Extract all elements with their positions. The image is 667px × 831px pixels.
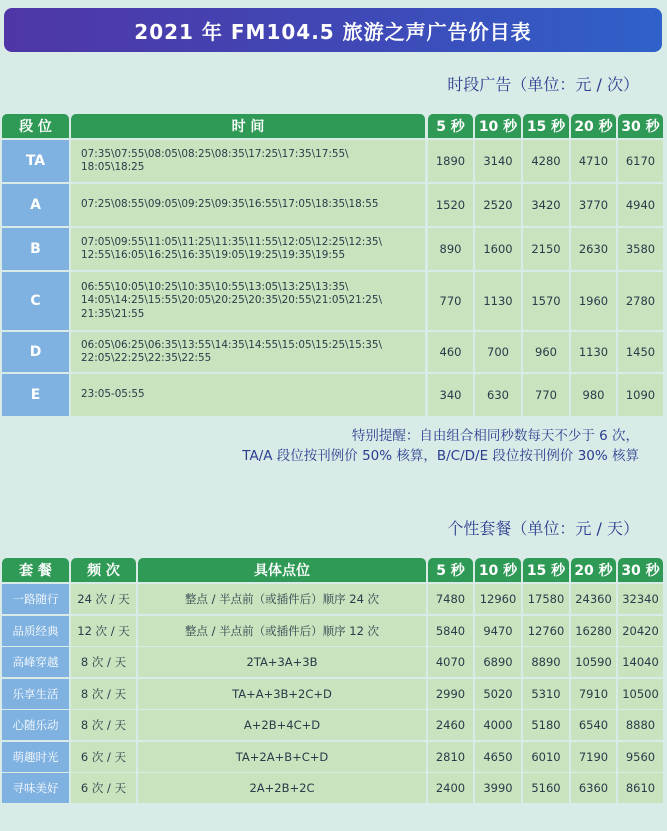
package-spots: 整点 / 半点前（或插件后）顺序 12 次	[138, 616, 426, 646]
package-frequency: 12 次 / 天	[71, 616, 136, 646]
table2-header: 10 秒	[475, 558, 521, 582]
price-cell: 980	[571, 374, 616, 416]
table2-header: 30 秒	[618, 558, 663, 582]
package-price-cell: 2460	[428, 710, 473, 740]
price-cell: 630	[475, 374, 521, 416]
price-cell: 4280	[523, 140, 569, 182]
time-slots: 07:35\07:55\08:05\08:25\08:35\17:25\17:35\17:55\ 18:05\18:25	[71, 140, 425, 182]
package-price-cell: 14040	[618, 647, 663, 677]
price-cell: 1450	[618, 332, 663, 372]
package-price-cell: 4070	[428, 647, 473, 677]
time-slots: 07:05\09:55\11:05\11:25\11:35\11:55\12:05\12:25\12:35\ 12:55\16:05\16:25\16:35\19:05\19:25\19:35\19:55	[71, 228, 425, 270]
package-name: 心随乐动	[2, 710, 69, 740]
price-cell: 1600	[475, 228, 521, 270]
segment-label: D	[2, 332, 69, 372]
price-cell: 770	[523, 374, 569, 416]
package-name: 高峰穿越	[2, 647, 69, 677]
package-name: 寻味美好	[2, 773, 69, 803]
package-price-cell: 2810	[428, 742, 473, 772]
price-cell: 1890	[428, 140, 473, 182]
price-cell: 1520	[428, 184, 473, 226]
table1-header: 15 秒	[523, 114, 569, 138]
package-frequency: 8 次 / 天	[71, 679, 136, 709]
price-cell: 770	[428, 272, 473, 330]
table2-header: 频 次	[71, 558, 136, 582]
price-cell: 4710	[571, 140, 616, 182]
segment-label: A	[2, 184, 69, 226]
package-price-cell: 9560	[618, 742, 663, 772]
package-price-cell: 5840	[428, 616, 473, 646]
package-spots: TA+2A+B+C+D	[138, 742, 426, 772]
price-cell: 1130	[475, 272, 521, 330]
table1-header: 时 间	[71, 114, 425, 138]
package-price-cell: 6540	[571, 710, 616, 740]
price-cell: 960	[523, 332, 569, 372]
package-price-cell: 5310	[523, 679, 569, 709]
time-slots: 07:25\08:55\09:05\09:25\09:35\16:55\17:05\18:35\18:55	[71, 184, 425, 226]
price-cell: 700	[475, 332, 521, 372]
package-price-cell: 6890	[475, 647, 521, 677]
package-frequency: 6 次 / 天	[71, 742, 136, 772]
price-cell: 1090	[618, 374, 663, 416]
package-price-cell: 7910	[571, 679, 616, 709]
package-price-cell: 5020	[475, 679, 521, 709]
segment-label: TA	[2, 140, 69, 182]
price-cell: 3420	[523, 184, 569, 226]
package-price-cell: 5180	[523, 710, 569, 740]
note-line-2: TA/A 段位按刊例价 50% 核算，B/C/D/E 段位按刊例价 30% 核算	[242, 448, 639, 464]
package-price-cell: 2990	[428, 679, 473, 709]
table1-header: 5 秒	[428, 114, 473, 138]
package-price-cell: 16280	[571, 616, 616, 646]
price-cell: 3580	[618, 228, 663, 270]
table2-header: 具体点位	[138, 558, 426, 582]
table2-header: 20 秒	[571, 558, 616, 582]
package-spots: 整点 / 半点前（或插件后）顺序 24 次	[138, 584, 426, 614]
package-frequency: 8 次 / 天	[71, 647, 136, 677]
package-name: 乐享生活	[2, 679, 69, 709]
price-cell: 1960	[571, 272, 616, 330]
package-price-cell: 10590	[571, 647, 616, 677]
note-line-1: 特别提醒：自由组合相同秒数每天不少于 6 次，	[351, 428, 639, 444]
package-name: 品质经典	[2, 616, 69, 646]
price-cell: 460	[428, 332, 473, 372]
price-cell: 3770	[571, 184, 616, 226]
package-frequency: 6 次 / 天	[71, 773, 136, 803]
package-price-cell: 3990	[475, 773, 521, 803]
segment-label: C	[2, 272, 69, 330]
price-cell: 3140	[475, 140, 521, 182]
page-title: 2021 年 FM104.5 旅游之声广告价目表	[4, 8, 662, 52]
segment-label: E	[2, 374, 69, 416]
package-frequency: 8 次 / 天	[71, 710, 136, 740]
price-cell: 2630	[571, 228, 616, 270]
package-frequency: 24 次 / 天	[71, 584, 136, 614]
package-name: 萌趣时光	[2, 742, 69, 772]
package-price-cell: 24360	[571, 584, 616, 614]
package-price-cell: 6010	[523, 742, 569, 772]
table2-header: 5 秒	[428, 558, 473, 582]
package-price-cell: 4650	[475, 742, 521, 772]
package-price-cell: 32340	[618, 584, 663, 614]
package-name: 一路随行	[2, 584, 69, 614]
price-cell: 6170	[618, 140, 663, 182]
time-slots: 06:55\10:05\10:25\10:35\10:55\13:05\13:25\13:35\ 14:05\14:25\15:55\20:05\20:25\20:35\20:55\21:05\21:25\ 21:35\21:55	[71, 272, 425, 330]
table1-header: 段 位	[2, 114, 69, 138]
table2-header: 套 餐	[2, 558, 69, 582]
package-price-cell: 10500	[618, 679, 663, 709]
package-price-cell: 4000	[475, 710, 521, 740]
package-price-cell: 8890	[523, 647, 569, 677]
price-cell: 2520	[475, 184, 521, 226]
package-price-cell: 20420	[618, 616, 663, 646]
package-price-cell: 8880	[618, 710, 663, 740]
package-price-cell: 7480	[428, 584, 473, 614]
package-price-cell: 12960	[475, 584, 521, 614]
package-price-cell: 17580	[523, 584, 569, 614]
package-price-cell: 7190	[571, 742, 616, 772]
price-cell: 340	[428, 374, 473, 416]
table2-header: 15 秒	[523, 558, 569, 582]
time-slots: 23:05-05:55	[71, 374, 425, 416]
table1-header: 30 秒	[618, 114, 663, 138]
package-spots: A+2B+4C+D	[138, 710, 426, 740]
time-slots: 06:05\06:25\06:35\13:55\14:35\14:55\15:05\15:25\15:35\ 22:05\22:25\22:35\22:55	[71, 332, 425, 372]
package-spots: 2TA+3A+3B	[138, 647, 426, 677]
package-price-cell: 6360	[571, 773, 616, 803]
price-cell: 1570	[523, 272, 569, 330]
package-price-cell: 8610	[618, 773, 663, 803]
package-price-cell: 2400	[428, 773, 473, 803]
price-cell: 890	[428, 228, 473, 270]
segment-label: B	[2, 228, 69, 270]
section1-unit: 时段广告（单位：元 / 次）	[447, 75, 639, 94]
table1-header: 10 秒	[475, 114, 521, 138]
price-cell: 2150	[523, 228, 569, 270]
section2-unit: 个性套餐（单位：元 / 天）	[447, 519, 639, 538]
package-price-cell: 5160	[523, 773, 569, 803]
table1-header: 20 秒	[571, 114, 616, 138]
price-cell: 4940	[618, 184, 663, 226]
price-cell: 1130	[571, 332, 616, 372]
package-price-cell: 12760	[523, 616, 569, 646]
price-cell: 2780	[618, 272, 663, 330]
package-spots: 2A+2B+2C	[138, 773, 426, 803]
package-price-cell: 9470	[475, 616, 521, 646]
package-spots: TA+A+3B+2C+D	[138, 679, 426, 709]
